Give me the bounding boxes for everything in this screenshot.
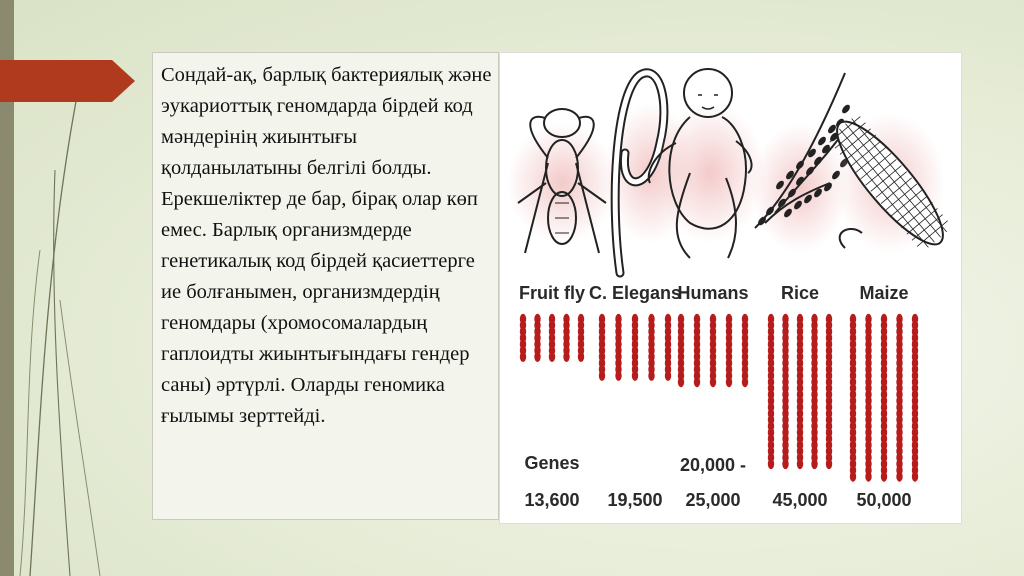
fruit-fly-icon xyxy=(507,109,617,253)
gene-dot xyxy=(768,459,774,469)
organism-label: Humans xyxy=(677,283,749,303)
gene-dot xyxy=(811,459,817,469)
maize-cob-icon xyxy=(823,109,957,257)
gene-count: 50,000 xyxy=(856,490,912,510)
organism-label: Fruit fly xyxy=(519,283,585,303)
organism-label: Rice xyxy=(780,283,820,303)
body-text: Сондай-ақ, барлық бактериялық және эукариоттық геномдарда бірдей код мәндерінің жиынтығы қолданылатыны белгілі болды. Ерекшеліктер де бар, бірақ олар көп емес. Барлық организмдерде генетикалық код бірдей қасиеттерге ие болғанымен, организмдердің геномдары (хромосомалардың гаплоидты жиынтығындағы гендер саны) әртүрлі. Оларды геномика ғылымы зерттейді. xyxy=(161,64,492,427)
gene-dot xyxy=(648,371,654,381)
gene-dot xyxy=(615,371,621,381)
gene-dot xyxy=(826,459,832,469)
gene-count: 25,000 xyxy=(685,490,741,510)
gene-dot xyxy=(632,371,638,381)
organism-label: C. Elegans xyxy=(588,283,682,303)
genome-figure xyxy=(499,52,962,524)
gene-dot xyxy=(726,377,732,387)
gene-dot xyxy=(797,459,803,469)
genes-label: Genes xyxy=(524,453,580,473)
title-arrow xyxy=(0,60,135,102)
gene-dot xyxy=(850,471,856,481)
gene-dot xyxy=(694,377,700,387)
gene-count: 19,500 xyxy=(607,490,663,510)
gene-dot xyxy=(599,371,605,381)
gene-dot xyxy=(865,471,871,481)
gene-count-line1: 20,000 - xyxy=(679,455,747,475)
gene-dot xyxy=(563,352,569,362)
gene-dot xyxy=(742,377,748,387)
gene-dot xyxy=(534,352,540,362)
gene-count: 45,000 xyxy=(772,490,828,510)
text-box xyxy=(152,52,499,520)
gene-dot xyxy=(678,377,684,387)
gene-dot xyxy=(782,459,788,469)
rice-grain xyxy=(840,103,851,115)
gene-dot xyxy=(665,371,671,381)
gene-dot xyxy=(520,352,526,362)
gene-dot xyxy=(912,471,918,481)
genome-figure-svg xyxy=(500,53,963,525)
organism-label: Maize xyxy=(859,283,909,303)
gene-dot xyxy=(896,471,902,481)
gene-dot xyxy=(549,352,555,362)
gene-dot xyxy=(578,352,584,362)
gene-count: 13,600 xyxy=(524,490,580,510)
gene-dot xyxy=(710,377,716,387)
gene-dot xyxy=(881,471,887,481)
